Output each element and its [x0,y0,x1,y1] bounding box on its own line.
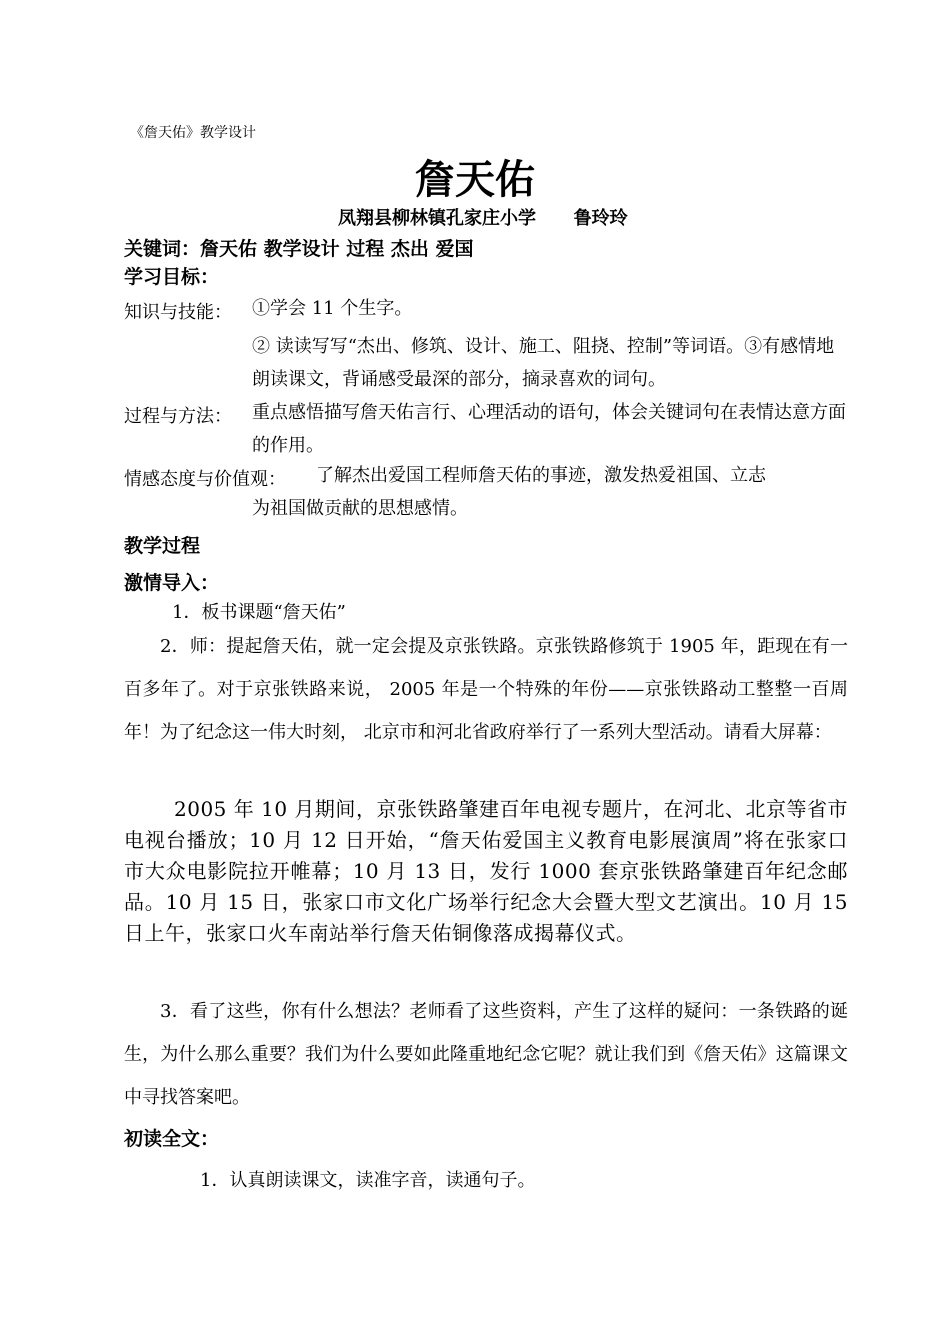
emotion-values-label: 情感态度与价值观： [124,469,286,490]
screen-text-block: 2005 年 10 月期间，京张铁路肇建百年电视专题片，在河北、北京等省市电视台播放；10 月 12 日开始，“詹天佑爱国主义教育电影展演周”将在张家口市大众电影院拉开帷幕；10 月 13 日，发行 1000 套京张铁路肇建百年纪念邮品。10 月 15 日，张家口市文化广场举行纪念大会暨大型文艺演出。10 月 15 日上午，张家口火车南站举行詹天佑铜像落成揭幕仪式。 [124,797,848,945]
emotion-values-text-rest: 为祖国做贡献的思想感情。 [252,498,468,519]
knowledge-skills-line1: ①学会 11 个生字。 [252,298,413,319]
learning-goals-heading: 学习目标： [124,266,220,288]
teaching-process-heading: 教学过程 [124,535,201,557]
intro-item-2: 2．师：提起詹天佑，就一定会提及京张铁路。京张铁路修筑于 1905 年，距现在有一百多年了。对于京张铁路来说， 2005 年是一个特殊的年份——京张铁路动工整整一百周年！为了纪念这一伟大时刻， 北京市和河北省政府举行了一系列大型活动。请看大屏幕： [124,636,848,743]
first-read-heading: 初读全文： [124,1128,220,1150]
document-header-label: 《詹天佑》教学设计 [130,125,256,141]
keywords-line: 关键词：詹天佑 教学设计 过程 杰出 爱国 [124,238,474,260]
emotion-values-text-first: 了解杰出爱国工程师詹天佑的事迹，激发热爱祖国、立志 [316,465,766,486]
intro-item-3: 3．看了这些，你有什么想法？老师看了这些资料，产生了这样的疑问：一条铁路的诞生，为什么那么重要？我们为什么要如此隆重地纪念它呢？就让我们到《詹天佑》这篇课文中寻找答案吧。 [124,1001,848,1108]
first-read-item-1: 1．认真朗读课文，读准字音，读通句子。 [200,1170,536,1191]
process-method-label: 过程与方法： [124,406,232,427]
intro-heading: 激情导入： [124,572,220,594]
author-line: 凤翔县柳林镇孔家庄小学 鲁玲玲 [338,208,628,229]
knowledge-skills-text: ② 读读写写“杰出、修筑、设计、施工、阻挠、控制”等词语。③有感情地朗读课文，背诵感受最深的部分，摘录喜欢的词句。 [252,336,835,390]
knowledge-skills-label: 知识与技能： [124,302,232,323]
page-title: 詹天佑 [415,157,535,203]
intro-item-1: 1．板书课题“詹天佑” [172,602,346,623]
process-method-text: 重点感悟描写詹天佑言行、心理活动的语句，体会关键词句在表情达意方面的作用。 [252,402,846,456]
